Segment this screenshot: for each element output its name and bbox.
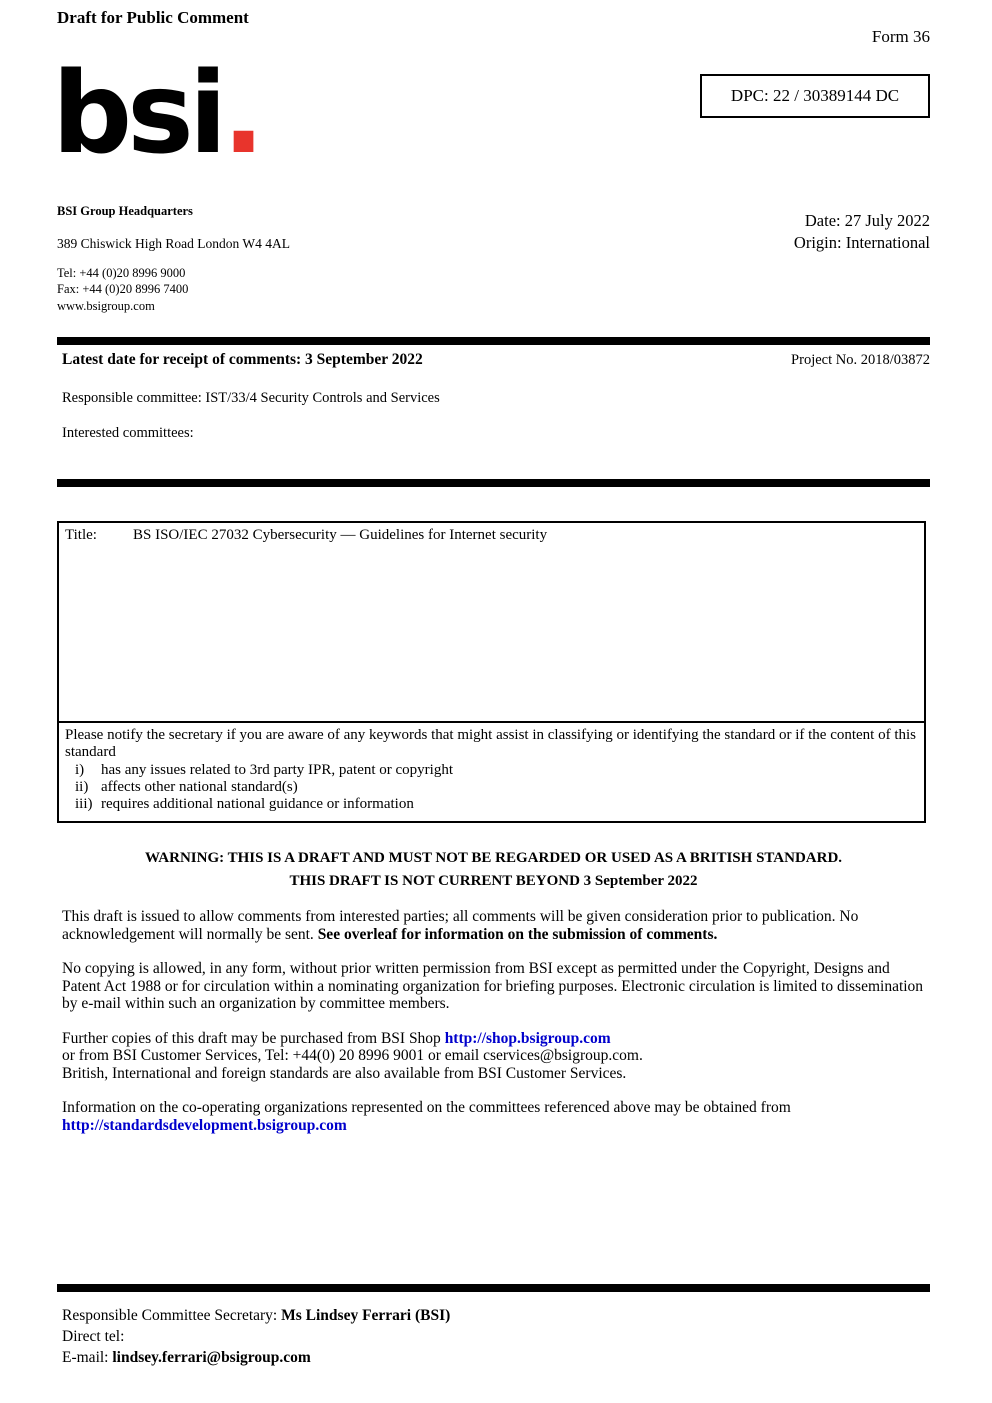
bsi-logo-dot: . bbox=[222, 49, 260, 179]
standards-development-link[interactable]: http://standardsdevelopment.bsigroup.com bbox=[62, 1116, 347, 1134]
keywords-item bbox=[65, 796, 918, 813]
keywords-section bbox=[59, 721, 924, 821]
dpc-number-box bbox=[700, 74, 930, 118]
bsi-logo-text: bsi bbox=[52, 49, 223, 179]
document-origin: Origin: International bbox=[793, 233, 930, 253]
hq-street-address: 389 Chiswick High Road London W4 4AL bbox=[57, 236, 290, 251]
hq-tel: Tel: +44 (0)20 8996 9000 bbox=[57, 266, 186, 280]
comments-consideration-paragraph bbox=[62, 908, 928, 943]
dpc-number-text: DPC: 22 / 30389144 DC bbox=[730, 86, 900, 105]
document-date: Date: 27 July 2022 bbox=[804, 211, 930, 230]
keywords-intro: Please notify the secretary if you are aware of any keywords that might assist in classifying or identifying the standard or if the content of this standard bbox=[65, 727, 917, 761]
further-copies-text: Further copies of this draft may be purchased from BSI Shop bbox=[62, 1029, 445, 1047]
committee-secretary-name: Ms Lindsey Ferrari (BSI) bbox=[281, 1307, 451, 1324]
further-copies-paragraph bbox=[62, 1030, 928, 1083]
hq-label: BSI Group Headquarters bbox=[57, 204, 193, 218]
comments-deadline-row bbox=[57, 351, 930, 369]
draft-warning-line1: WARNING: THIS IS A DRAFT AND MUST NOT BE REGARDED OR USED AS A BRITISH STANDARD. bbox=[144, 850, 843, 866]
standard-title: BS ISO/IEC 27032 Cybersecurity — Guidelines for Internet security bbox=[133, 527, 548, 543]
email-label: E-mail: bbox=[62, 1349, 113, 1366]
hq-fax: Fax: +44 (0)20 8996 7400 bbox=[57, 281, 189, 296]
bsi-shop-link[interactable]: http://shop.bsigroup.com bbox=[444, 1029, 611, 1047]
customer-services-text: or from BSI Customer Services, Tel: +44(0) 20 8996 9001 or email cservices@bsigroup.com. bbox=[62, 1047, 643, 1064]
title-keywords-box bbox=[57, 521, 926, 823]
direct-tel-line: Direct tel: bbox=[62, 1328, 125, 1345]
draft-for-public-comment-label: Draft for Public Comment bbox=[57, 8, 249, 27]
email-line bbox=[62, 1347, 450, 1368]
keywords-item bbox=[65, 779, 918, 796]
keywords-item-text: has any issues related to 3rd party IPR, patent or copyright bbox=[101, 761, 454, 778]
date-origin-block bbox=[794, 210, 930, 255]
keywords-item-number: iii) bbox=[75, 796, 93, 812]
draft-warning bbox=[57, 847, 930, 892]
divider-bar-middle bbox=[57, 479, 930, 487]
hq-phone-block bbox=[57, 266, 188, 297]
keywords-item-number: i) bbox=[75, 761, 85, 778]
secretary-email: lindsey.ferrari@bsigroup.com bbox=[112, 1349, 311, 1366]
cooperating-organizations-text: Information on the co-operating organizations represented on the committees referenced above may be obtained from bbox=[62, 1099, 791, 1116]
form-number-label: Form 36 bbox=[871, 27, 930, 46]
latest-date-of-comments: Latest date for receipt of comments: 3 September 2022 bbox=[62, 351, 423, 368]
comments-consideration-text: This draft is issued to allow comments from interested parties; all comments will be given consideration prior to publication. No acknowledgement will normally be sent. bbox=[62, 908, 859, 943]
keywords-item-number: ii) bbox=[75, 778, 89, 795]
hq-website: www.bsigroup.com bbox=[57, 299, 155, 313]
keywords-item-text: affects other national standard(s) bbox=[101, 778, 298, 795]
see-overleaf-bold-text: See overleaf for information on the submission of comments. bbox=[317, 925, 718, 943]
interested-committees: Interested committees: bbox=[62, 425, 194, 441]
standards-availability-text: British, International and foreign standards are also available from BSI Customer Services. bbox=[62, 1064, 627, 1082]
keywords-item-text: requires additional national guidance or information bbox=[101, 796, 414, 812]
project-number: Project No. 2018/03872 bbox=[791, 352, 930, 368]
committee-secretary-line bbox=[62, 1305, 450, 1326]
body-text bbox=[62, 908, 928, 1151]
committee-secretary-label: Responsible Committee Secretary: bbox=[62, 1307, 282, 1324]
no-copying-paragraph: No copying is allowed, in any form, without prior written permission from BSI except as permitted under the Copyright, Designs and Patent Act 1988 or for circulation within a nominating organization for briefing purposes. Electronic circulation is limited to dissemination by e-mail within such an organization by committee members. bbox=[62, 960, 924, 1012]
draft-warning-line2: THIS DRAFT IS NOT CURRENT BEYOND 3 September 2022 bbox=[289, 872, 698, 889]
keywords-item bbox=[65, 762, 918, 779]
footer-contact-block bbox=[62, 1305, 450, 1368]
cooperating-organizations-paragraph bbox=[62, 1099, 928, 1134]
responsible-committee: Responsible committee: IST/33/4 Security Controls and Services bbox=[62, 390, 440, 406]
divider-bar-bottom bbox=[57, 1284, 930, 1292]
title-section bbox=[59, 523, 924, 721]
title-label: Title: bbox=[65, 527, 97, 543]
divider-bar-top bbox=[57, 337, 930, 345]
bsi-logo bbox=[52, 49, 260, 179]
